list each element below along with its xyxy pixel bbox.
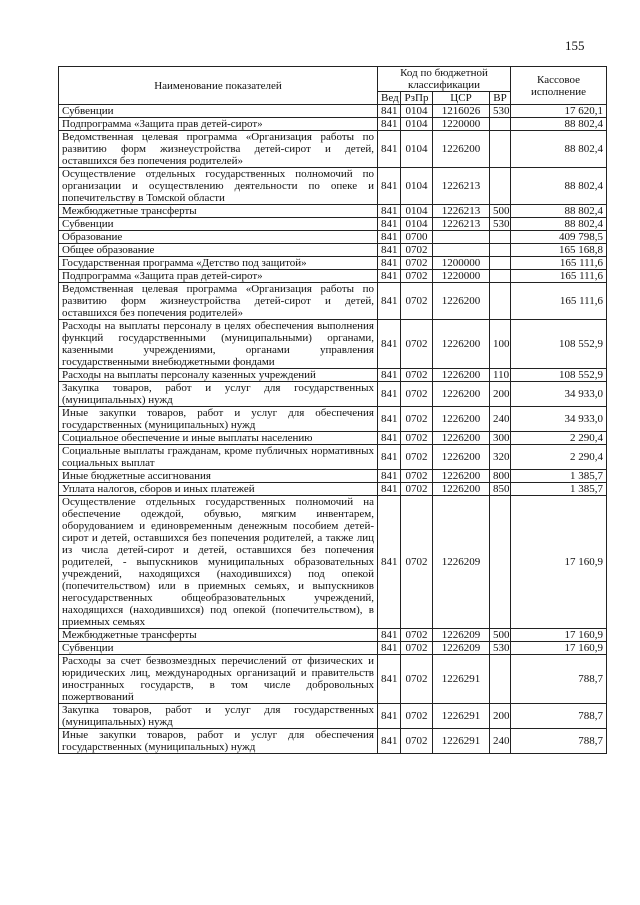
row-rzpr: 0104 <box>401 218 433 231</box>
row-ved: 841 <box>378 470 401 483</box>
table-row <box>59 470 607 483</box>
row-ved: 841 <box>378 244 401 257</box>
row-csr: 1216026 <box>433 105 490 118</box>
row-csr: 1220000 <box>433 270 490 283</box>
row-vr <box>490 168 511 205</box>
row-rzpr: 0702 <box>401 432 433 445</box>
row-amount: 788,7 <box>511 704 607 729</box>
row-ved: 841 <box>378 655 401 704</box>
row-csr: 1226200 <box>433 320 490 369</box>
row-ved: 841 <box>378 642 401 655</box>
row-ved: 841 <box>378 629 401 642</box>
row-vr: 300 <box>490 432 511 445</box>
row-vr <box>490 257 511 270</box>
row-amount: 88 802,4 <box>511 218 607 231</box>
header-name: Наименование показателей <box>59 67 378 105</box>
row-ved: 841 <box>378 382 401 407</box>
table-row <box>59 205 607 218</box>
row-csr: 1226213 <box>433 168 490 205</box>
table-row <box>59 655 607 704</box>
table-row <box>59 483 607 496</box>
row-name: Межбюджетные трансферты <box>59 629 378 642</box>
row-ved: 841 <box>378 231 401 244</box>
table-row <box>59 407 607 432</box>
row-rzpr: 0104 <box>401 205 433 218</box>
row-rzpr: 0104 <box>401 168 433 205</box>
row-rzpr: 0702 <box>401 270 433 283</box>
row-amount: 165 111,6 <box>511 270 607 283</box>
row-name: Уплата налогов, сборов и иных платежей <box>59 483 378 496</box>
row-vr: 850 <box>490 483 511 496</box>
row-csr: 1226209 <box>433 496 490 629</box>
row-ved: 841 <box>378 105 401 118</box>
row-vr <box>490 131 511 168</box>
row-vr: 530 <box>490 105 511 118</box>
row-rzpr: 0104 <box>401 105 433 118</box>
row-amount: 1 385,7 <box>511 483 607 496</box>
row-name: Осуществление отдельных государственных полномочий на обеспечение одеждой, обувью, мягким инвентарем, оборудованием и единовременным денежным пособием детей-сирот и детей, оставшихся без попечения родителей, а также лиц из числа детей-сирот и детей, оставшихся без попечения родителей, - выпускников муниципальных образовательных учреждений, находящихся (находившихся) под опекой (попечительством) или в приемных семьях, и выпускников негосударственных общеобразовательных учреждений, находящихся (находившихся) под опекой (попечительством), в приемных семьях <box>59 496 378 629</box>
table-row <box>59 270 607 283</box>
row-ved: 841 <box>378 218 401 231</box>
row-csr <box>433 231 490 244</box>
row-name: Общее образование <box>59 244 378 257</box>
row-name: Подпрограмма «Защита прав детей-сирот» <box>59 270 378 283</box>
row-amount: 409 798,5 <box>511 231 607 244</box>
row-csr: 1226291 <box>433 704 490 729</box>
row-rzpr: 0702 <box>401 445 433 470</box>
row-ved: 841 <box>378 407 401 432</box>
row-ved: 841 <box>378 445 401 470</box>
row-rzpr: 0702 <box>401 283 433 320</box>
table-row <box>59 445 607 470</box>
row-ved: 841 <box>378 205 401 218</box>
row-csr: 1220000 <box>433 118 490 131</box>
row-rzpr: 0702 <box>401 320 433 369</box>
table-row <box>59 218 607 231</box>
table-row <box>59 231 607 244</box>
row-rzpr: 0702 <box>401 382 433 407</box>
header-amount: Кассовое исполнение <box>511 67 607 105</box>
row-ved: 841 <box>378 131 401 168</box>
row-ved: 841 <box>378 270 401 283</box>
header-code-group: Код по бюджетной классификации <box>378 67 511 92</box>
row-ved: 841 <box>378 729 401 754</box>
row-csr: 1226200 <box>433 382 490 407</box>
row-name: Расходы на выплаты персоналу в целях обеспечения выполнения функций государственными (муниципальными) органами, казенными учреждениями, органами управления государственными внебюджетными фондами <box>59 320 378 369</box>
row-vr: 500 <box>490 205 511 218</box>
row-vr <box>490 270 511 283</box>
row-csr: 1226200 <box>433 470 490 483</box>
page-number: 155 <box>565 38 585 53</box>
row-vr <box>490 118 511 131</box>
row-ved: 841 <box>378 257 401 270</box>
row-rzpr: 0702 <box>401 257 433 270</box>
row-amount: 165 168,8 <box>511 244 607 257</box>
row-amount: 17 160,9 <box>511 629 607 642</box>
row-rzpr: 0702 <box>401 244 433 257</box>
row-csr: 1226200 <box>433 369 490 382</box>
row-amount: 88 802,4 <box>511 205 607 218</box>
row-name: Иные закупки товаров, работ и услуг для обеспечения государственных (муниципальных) нужд <box>59 729 378 754</box>
row-csr: 1226200 <box>433 483 490 496</box>
row-rzpr: 0702 <box>401 407 433 432</box>
row-ved: 841 <box>378 704 401 729</box>
row-rzpr: 0702 <box>401 642 433 655</box>
table-row <box>59 369 607 382</box>
row-ved: 841 <box>378 369 401 382</box>
table-row <box>59 432 607 445</box>
row-name: Расходы за счет безвозмездных перечислений от физических и юридических лиц, международных организаций и правительств иностранных государств, в том числе добровольных пожертвований <box>59 655 378 704</box>
row-vr: 100 <box>490 320 511 369</box>
row-rzpr: 0702 <box>401 629 433 642</box>
row-csr <box>433 244 490 257</box>
table-row <box>59 320 607 369</box>
budget-table <box>58 66 607 754</box>
row-rzpr: 0702 <box>401 369 433 382</box>
row-amount: 788,7 <box>511 655 607 704</box>
row-vr: 200 <box>490 704 511 729</box>
row-ved: 841 <box>378 283 401 320</box>
row-vr: 500 <box>490 629 511 642</box>
row-rzpr: 0700 <box>401 231 433 244</box>
table-row <box>59 382 607 407</box>
row-csr: 1226200 <box>433 445 490 470</box>
table-row <box>59 244 607 257</box>
row-name: Расходы на выплаты персоналу казенных учреждений <box>59 369 378 382</box>
row-name: Подпрограмма «Защита прав детей-сирот» <box>59 118 378 131</box>
row-csr: 1226213 <box>433 205 490 218</box>
table-row <box>59 105 607 118</box>
header-vr: ВР <box>490 92 511 105</box>
row-name: Закупка товаров, работ и услуг для государственных (муниципальных) нужд <box>59 704 378 729</box>
table-row <box>59 131 607 168</box>
row-vr <box>490 244 511 257</box>
row-amount: 17 620,1 <box>511 105 607 118</box>
row-rzpr: 0702 <box>401 704 433 729</box>
row-csr: 1226200 <box>433 283 490 320</box>
row-name: Межбюджетные трансферты <box>59 205 378 218</box>
row-vr: 320 <box>490 445 511 470</box>
row-amount: 165 111,6 <box>511 283 607 320</box>
row-vr <box>490 231 511 244</box>
row-csr: 1200000 <box>433 257 490 270</box>
header-csr: ЦСР <box>433 92 490 105</box>
row-vr: 240 <box>490 407 511 432</box>
row-name: Осуществление отдельных государственных полномочий по организации и осуществлению деятельности по опеке и попечительству в Томской области <box>59 168 378 205</box>
row-rzpr: 0702 <box>401 470 433 483</box>
row-csr: 1226200 <box>433 432 490 445</box>
table-row <box>59 257 607 270</box>
row-amount: 17 160,9 <box>511 496 607 629</box>
row-name: Субвенции <box>59 218 378 231</box>
row-name: Закупка товаров, работ и услуг для государственных (муниципальных) нужд <box>59 382 378 407</box>
row-ved: 841 <box>378 483 401 496</box>
row-name: Ведомственная целевая программа «Организация работы по развитию форм жизнеустройства детей-сирот и детей, оставшихся без попечения родителей» <box>59 131 378 168</box>
row-csr: 1226213 <box>433 218 490 231</box>
row-vr: 800 <box>490 470 511 483</box>
row-ved: 841 <box>378 320 401 369</box>
header-ved: Вед <box>378 92 401 105</box>
row-csr: 1226209 <box>433 629 490 642</box>
row-csr: 1226291 <box>433 655 490 704</box>
row-amount: 88 802,4 <box>511 131 607 168</box>
table-row <box>59 642 607 655</box>
row-vr <box>490 496 511 629</box>
row-rzpr: 0702 <box>401 496 433 629</box>
table-row <box>59 118 607 131</box>
row-amount: 34 933,0 <box>511 382 607 407</box>
row-ved: 841 <box>378 168 401 205</box>
row-rzpr: 0104 <box>401 131 433 168</box>
row-vr: 530 <box>490 642 511 655</box>
row-ved: 841 <box>378 432 401 445</box>
table-row <box>59 283 607 320</box>
row-name: Ведомственная целевая программа «Организация работы по развитию форм жизнеустройства детей-сирот и детей, оставшихся без попечения родителей» <box>59 283 378 320</box>
row-csr: 1226200 <box>433 131 490 168</box>
row-name: Образование <box>59 231 378 244</box>
row-rzpr: 0702 <box>401 483 433 496</box>
row-name: Социальные выплаты гражданам, кроме публичных нормативных социальных выплат <box>59 445 378 470</box>
table-body <box>59 105 607 754</box>
row-vr <box>490 655 511 704</box>
row-amount: 108 552,9 <box>511 369 607 382</box>
header-rzpr: РзПр <box>401 92 433 105</box>
row-name: Государственная программа «Детство под защитой» <box>59 257 378 270</box>
row-ved: 841 <box>378 496 401 629</box>
row-vr: 530 <box>490 218 511 231</box>
row-amount: 88 802,4 <box>511 118 607 131</box>
table-row <box>59 629 607 642</box>
row-amount: 165 111,6 <box>511 257 607 270</box>
table-row <box>59 729 607 754</box>
row-vr: 200 <box>490 382 511 407</box>
table-row <box>59 704 607 729</box>
row-rzpr: 0104 <box>401 118 433 131</box>
row-name: Иные бюджетные ассигнования <box>59 470 378 483</box>
row-name: Субвенции <box>59 642 378 655</box>
row-amount: 788,7 <box>511 729 607 754</box>
row-csr: 1226209 <box>433 642 490 655</box>
row-csr: 1226291 <box>433 729 490 754</box>
row-amount: 88 802,4 <box>511 168 607 205</box>
row-csr: 1226200 <box>433 407 490 432</box>
row-vr <box>490 283 511 320</box>
row-amount: 17 160,9 <box>511 642 607 655</box>
row-rzpr: 0702 <box>401 655 433 704</box>
row-vr: 240 <box>490 729 511 754</box>
row-name: Иные закупки товаров, работ и услуг для обеспечения государственных (муниципальных) нужд <box>59 407 378 432</box>
row-amount: 2 290,4 <box>511 445 607 470</box>
row-amount: 34 933,0 <box>511 407 607 432</box>
row-vr: 110 <box>490 369 511 382</box>
row-ved: 841 <box>378 118 401 131</box>
row-amount: 1 385,7 <box>511 470 607 483</box>
row-name: Субвенции <box>59 105 378 118</box>
table-row <box>59 168 607 205</box>
row-rzpr: 0702 <box>401 729 433 754</box>
table-row <box>59 496 607 629</box>
row-amount: 2 290,4 <box>511 432 607 445</box>
row-name: Социальное обеспечение и иные выплаты населению <box>59 432 378 445</box>
row-amount: 108 552,9 <box>511 320 607 369</box>
